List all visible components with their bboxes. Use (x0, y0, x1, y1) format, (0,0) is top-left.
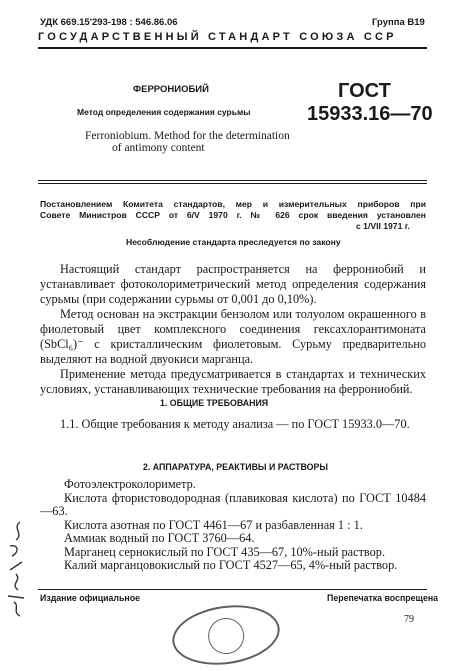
reagents-list (40, 478, 426, 573)
group-code: Группа В19 (372, 17, 425, 28)
list-item: Аммиак водный по ГОСТ 3760—64. (64, 531, 255, 545)
prosecution-notice: Несоблюдение стандарта преследуется по закону (126, 237, 341, 247)
intro-paragraph: Метод основан на экстракции бензолом или толуолом окрашенного в фиолетовый цвет комплексного соединения гексахлорантимоната (SbCl₆)⁻ с кристаллическим фиолетовым. Сурьму предварительно выделяют на водной двуокиси марганца. (40, 307, 426, 366)
footer-rule (38, 589, 427, 590)
english-title-line1: Ferroniobium. Method for the determination (85, 130, 290, 142)
handwritten-note (2, 518, 32, 618)
decree-line-3: с 1/VII 1971 г. (356, 221, 410, 231)
gost-number: 15933.16—70 (307, 103, 433, 125)
list-item: Кислота фтористоводородная (плавиковая кислота) по ГОСТ 10484—63. (40, 490, 426, 518)
intro-paragraph: Применение метода предусматривается в стандартах и технических условиях, устанавливающих технические требования на феррониобий. (40, 367, 426, 396)
library-stamp (168, 599, 283, 671)
reprint-notice: Перепечатка воспрещена (327, 593, 439, 603)
title-rule-top (38, 180, 427, 181)
product-title: ФЕРРОНИОБИЙ (133, 84, 209, 95)
section-1-body (40, 417, 426, 432)
page-number: 79 (404, 614, 414, 625)
list-item: Марганец сернокислый по ГОСТ 435—67, 10%-ный раствор. (64, 544, 386, 559)
list-item: Калий марганцовокислый по ГОСТ 4527—65, 4%-ный раствор. (64, 558, 398, 572)
gost-label: ГОСТ (338, 80, 391, 102)
official-edition: Издание официальное (40, 593, 140, 603)
gov-standard-banner: ГОСУДАРСТВЕННЫЙ СТАНДАРТ СОЮЗА ССР (38, 31, 397, 43)
section-1-text: 1.1. Общие требования к методу анализа — по ГОСТ 15933.0—70. (60, 417, 410, 431)
decree-line-1: Постановлением Комитета стандартов, мер и измерительных приборов при (40, 199, 426, 209)
english-title-line2: of antimony content (112, 142, 205, 154)
header-rule (38, 47, 427, 49)
decree-line-2: Совете Министров СССР от 6/V 1970 г. № 626 срок введения установлен (40, 210, 426, 220)
method-subtitle: Метод определения содержания сурьмы (77, 107, 251, 117)
list-item: Фотоэлектроколориметр. (64, 477, 196, 491)
list-item: Кислота азотная по ГОСТ 4461—67 и разбавленная 1 : 1. (64, 517, 363, 532)
section-1-heading: 1. ОБЩИЕ ТРЕБОВАНИЯ (160, 398, 269, 408)
title-rule-bottom (38, 183, 427, 184)
intro-paragraph: Настоящий стандарт распространяется на феррониобий и устанавливает фотоколориметрический метод определения содержания сурьмы (при содержании сурьмы от 0,001 до 0,10%). (40, 262, 426, 306)
section-2-heading: 2. АППАРАТУРА, РЕАКТИВЫ И РАСТВОРЫ (143, 462, 328, 472)
udk-code: УДК 669.15'293-198 : 546.86.06 (40, 17, 178, 28)
intro-text (40, 262, 426, 397)
stamp-inner-ring (206, 616, 247, 657)
